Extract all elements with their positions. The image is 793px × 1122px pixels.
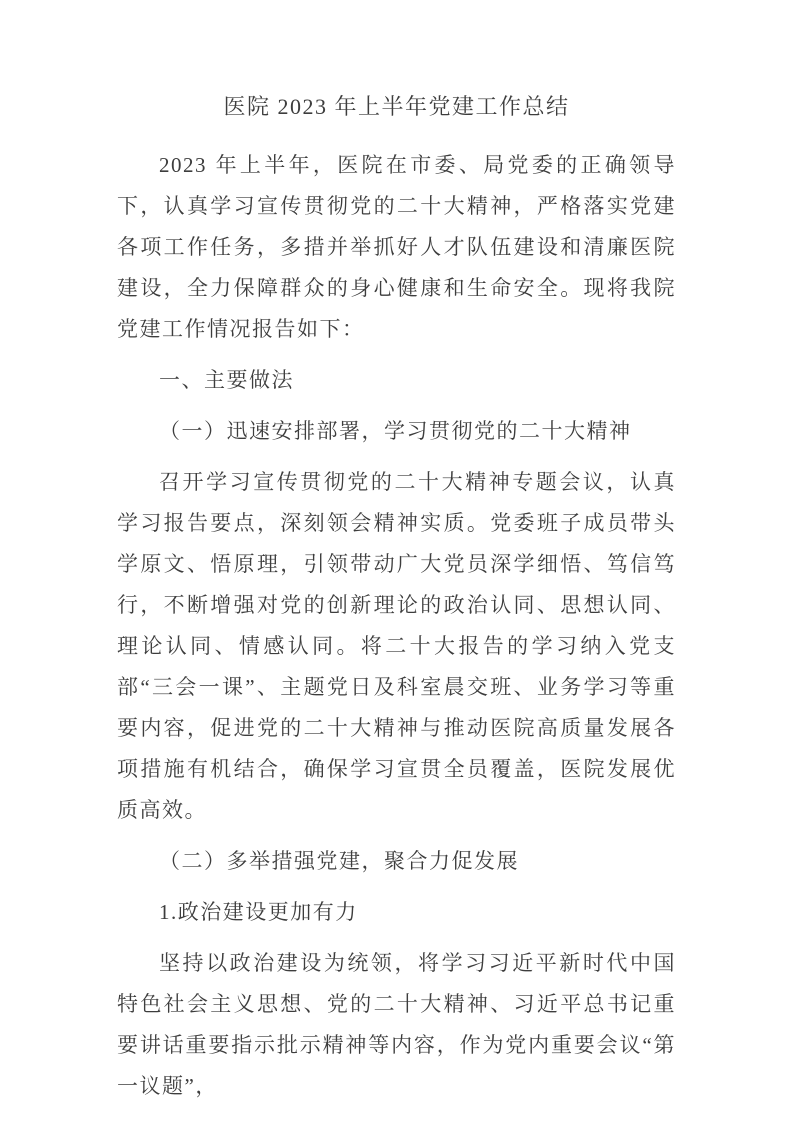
heading-item-1: 1.政治建设更加有力 (159, 900, 358, 924)
paragraph-subsection-1-1: 召开学习宣传贯彻党的二十大精神专题会议，认真学习报告要点，深刻领会精神实质。党委班子成员带头学原文、悟原理，引领带动广大党员深学细悟、笃信笃行，不断增强对党的创新理论的政治认同、思想认同、理论认同、情感认同。将二十大报告的学习纳入党支部“三会一课”、主题党日及科室晨交班、业务学习等重要内容，促进党的二十大精神与推动医院高质量发展各项措施有机结合，确保学习宣贯全员覆盖，医院发展优质高效。 (117, 470, 676, 822)
paragraph-item-1: 坚持以政治建设为统领，将学习习近平新时代中国特色社会主义思想、党的二十大精神、习近平总书记重要讲话重要指示批示精神等内容，作为党内重要会议“第一议题”， (117, 951, 676, 1098)
heading-subsection-1-1: （一）迅速安排部署，学习贯彻党的二十大精神 (159, 419, 632, 443)
heading-section-1: 一、主要做法 (159, 368, 294, 392)
paragraph-intro: 2023 年上半年，医院在市委、局党委的正确领导下，认真学习宣传贯彻党的二十大精神，严格落实党建各项工作任务，多措并举抓好人才队伍建设和清廉医院建设，全力保障群众的身心健康和生命安全。现将我院党建工作情况报告如下： (117, 153, 676, 341)
heading-subsection-1-2: （二）多举措强党建，聚合力促发展 (159, 849, 519, 873)
document-title: 医院 2023 年上半年党建工作总结 (223, 94, 570, 119)
